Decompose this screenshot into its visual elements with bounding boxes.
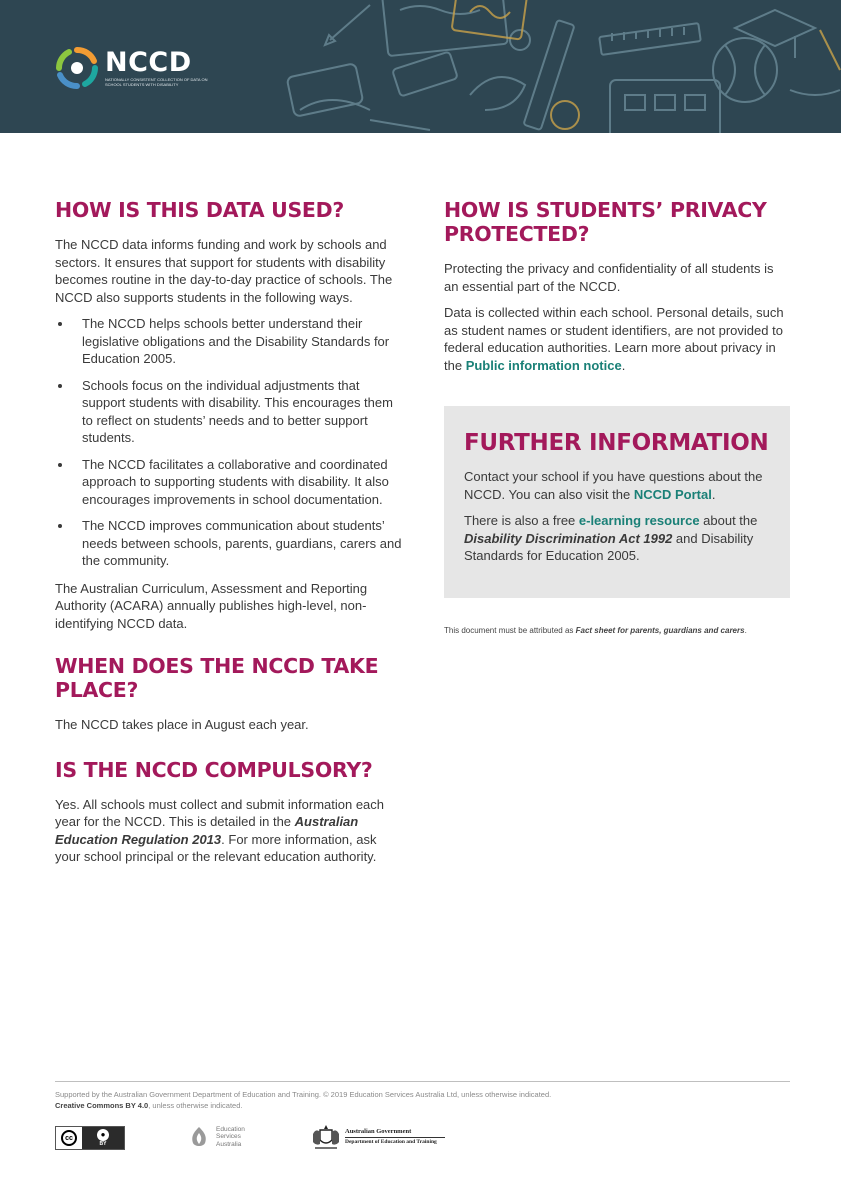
footer-divider [55,1081,790,1082]
further-text-end: . [711,486,716,502]
nccd-logo [55,46,217,90]
by-icon-box [82,1127,124,1149]
list-item-text: The NCCD improves communication about students’ needs between schools, parents, guardians, carers and the community. [82,518,402,568]
person-icon: ● [97,1129,109,1141]
further-text: Contact your school if you have questions about the NCCD. You can also visit the [464,469,763,502]
e-learning-resource-link[interactable]: e-learning resource [578,513,700,528]
cc-icon: cc [61,1130,77,1146]
compulsory-text-a: Yes. All schools must collect and submit information each year for the NCCD. This is detailed in the [55,796,385,829]
privacy-p2 [444,304,789,374]
list-item [55,315,405,368]
esa-line: Australia [216,1140,242,1148]
esa-logo [187,1125,245,1149]
further-text: There is also a free [464,513,579,528]
gov-wordmark [345,1128,445,1146]
regulation-title: Australian Education Regulation 2013 [55,814,359,847]
footer-credits [55,1089,795,1111]
coat-of-arms-icon [311,1124,341,1150]
by-label: BY [99,1141,107,1147]
list-item [55,456,405,509]
data-used-outro: The Australian Curriculum, Assessment and Reporting Authority (ACARA) annually publishes high-level, non-identifying NCCD data. [55,580,368,631]
right-column [444,198,789,383]
esa-flame-icon [187,1125,211,1149]
footer-support-line: Supported by the Australian Government Department of Education and Training. © 2019 Education Services Australia Ltd, unless otherwise indicated. [55,1090,552,1099]
privacy-p1: Protecting the privacy and confidentiality of all students is an essential part of the NCCD. [444,261,774,294]
when-nccd-body: The NCCD takes place in August each year. [55,717,309,732]
license-text: , unless otherwise indicated. [148,1101,243,1110]
attribution-text: This document must be attributed as [444,626,576,635]
heading-when-nccd: WHEN DOES THE NCCD TAKE PLACE? [55,654,379,702]
further-information-box [444,406,790,598]
bullet-icon [58,524,62,528]
bullet-icon [58,322,62,326]
gov-title: Australian Government [345,1128,412,1135]
bullet-icon [58,463,62,467]
act-title: Disability Discrimination Act 1992 [464,530,673,546]
attribution-note [444,625,789,636]
further-p1 [464,468,770,503]
privacy-text-end: . [621,357,626,373]
further-p2 [464,512,770,565]
list-item-text: The NCCD helps schools better understand their legislative obligations and the Disability Standards for Education 2005. [82,316,390,366]
footer-license-line [55,1100,795,1111]
compulsory-text-b: . For more information, ask your school principal or the relevant education authority. [55,831,377,864]
further-text-end: and Disability Standards for Education 2005. [464,530,754,563]
gov-department: Department of Education and Training [345,1139,437,1145]
cc-icon-box [56,1127,82,1149]
list-item [55,517,405,570]
heading-how-data-used: HOW IS THIS DATA USED? [55,198,344,222]
gov-divider [345,1137,445,1138]
data-used-list [55,315,405,570]
data-used-intro: The NCCD data informs funding and work by schools and sectors. It ensures that support for students with disability becomes routine in the day-to-day practice of schools. The NCCD also supports students in the following ways. [55,237,393,305]
logo-name: NCCD [105,47,192,78]
creative-commons-badge[interactable] [55,1126,125,1150]
attribution-title: Fact sheet for parents, guardians and carers [575,626,745,635]
esa-line: Services [216,1133,241,1141]
compulsory-body [55,796,405,866]
public-information-notice-link[interactable]: Public information notice [465,357,622,373]
nccd-logo-icon [55,46,99,90]
license-link[interactable]: Creative Commons BY 4.0 [55,1101,149,1110]
header-banner [0,0,841,133]
list-item-text: Schools focus on the individual adjustments that support students with disability. This encourages them to reflect on students’ needs and to better support students. [82,377,393,445]
logo-text [105,49,217,87]
nccd-portal-link[interactable]: NCCD Portal [633,486,712,502]
list-item [55,377,405,447]
australian-government-logo [311,1124,445,1150]
logo-subtitle: NATIONALLY CONSISTENT COLLECTION OF DATA ON SCHOOL STUDENTS WITH DISABILITY [105,77,208,87]
heading-further-information: FURTHER INFORMATION [464,430,769,456]
further-text: about the [699,513,758,528]
attribution-end: . [744,626,747,635]
privacy-text: Data is collected within each school. Personal details, such as student names or student identifiers, are not provided to federal education authorities. Learn more about privacy in the [444,305,784,373]
bullet-icon [58,384,62,388]
left-column [55,198,405,875]
esa-wordmark [216,1126,245,1149]
esa-line: Education [216,1125,245,1133]
heading-privacy: HOW IS STUDENTS’ PRIVACY PROTECTED? [444,198,767,246]
heading-compulsory: IS THE NCCD COMPULSORY? [55,757,373,782]
list-item-text: The NCCD facilitates a collaborative and coordinated approach to supporting students with disability. It also encourages improvements in school documentation. [82,456,389,507]
